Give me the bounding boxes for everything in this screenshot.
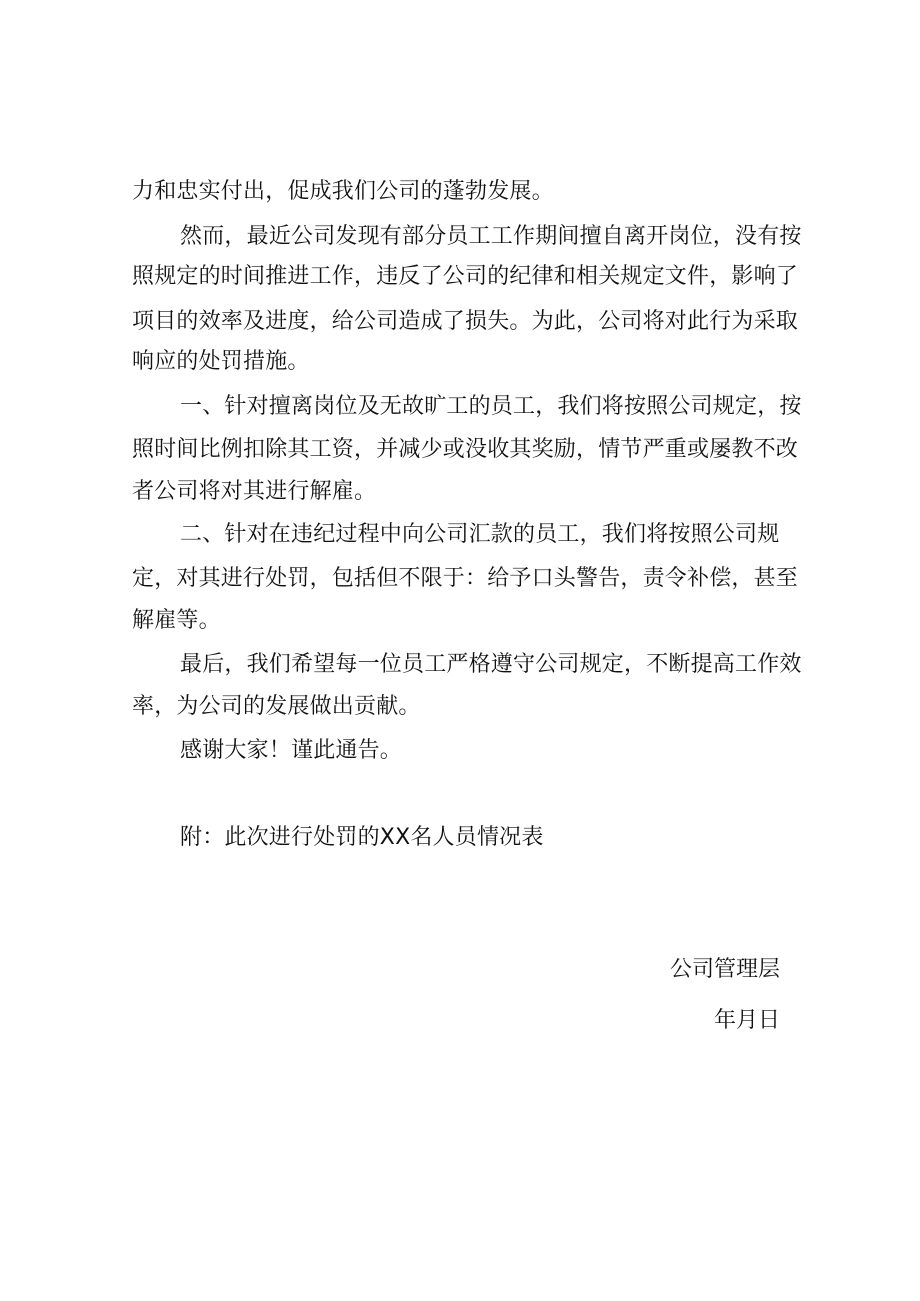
paragraph-line: 照规定的时间推进工作，违反了公司的纪律和相关规定文件，影响了	[132, 264, 799, 289]
paragraph-line: 者公司将对其进行解雇。	[132, 479, 377, 504]
signature-org: 公司管理层	[669, 957, 780, 982]
paragraph-line: 照时间比例扣除其工资，并减少或没收其奖励，情节严重或屡教不改	[132, 437, 799, 462]
signature-date: 年月日	[713, 1008, 780, 1033]
paragraph-line: 解雇等。	[132, 608, 221, 633]
attachment-note: 附：此次进行处罚的XX名人员情况表	[180, 825, 544, 850]
paragraph-line: 一、针对擅离岗位及无故旷工的员工，我们将按照公司规定，按	[180, 394, 802, 419]
paragraph-line: 率，为公司的发展做出贡献。	[132, 694, 421, 719]
paragraph-line: 感谢大家！谨此通告。	[180, 738, 403, 763]
paragraph-line: 定，对其进行处罚，包括但不限于：给予口头警告，责令补偿，甚至	[132, 566, 799, 591]
paragraph-line: 二、针对在违纪过程中向公司汇款的员工，我们将按照公司规	[180, 522, 780, 547]
paragraph-line: 力和忠实付出，促成我们公司的蓬勃发展。	[132, 179, 554, 204]
paragraph-line: 项目的效率及进度，给公司造成了损失。为此，公司将对此行为采取	[132, 309, 799, 334]
paragraph-line: 最后，我们希望每一位员工严格遵守公司规定，不断提高工作效	[180, 652, 802, 677]
paragraph-line: 响应的处罚措施。	[132, 349, 310, 374]
paragraph-line: 然而，最近公司发现有部分员工工作期间擅自离开岗位，没有按	[180, 224, 802, 249]
